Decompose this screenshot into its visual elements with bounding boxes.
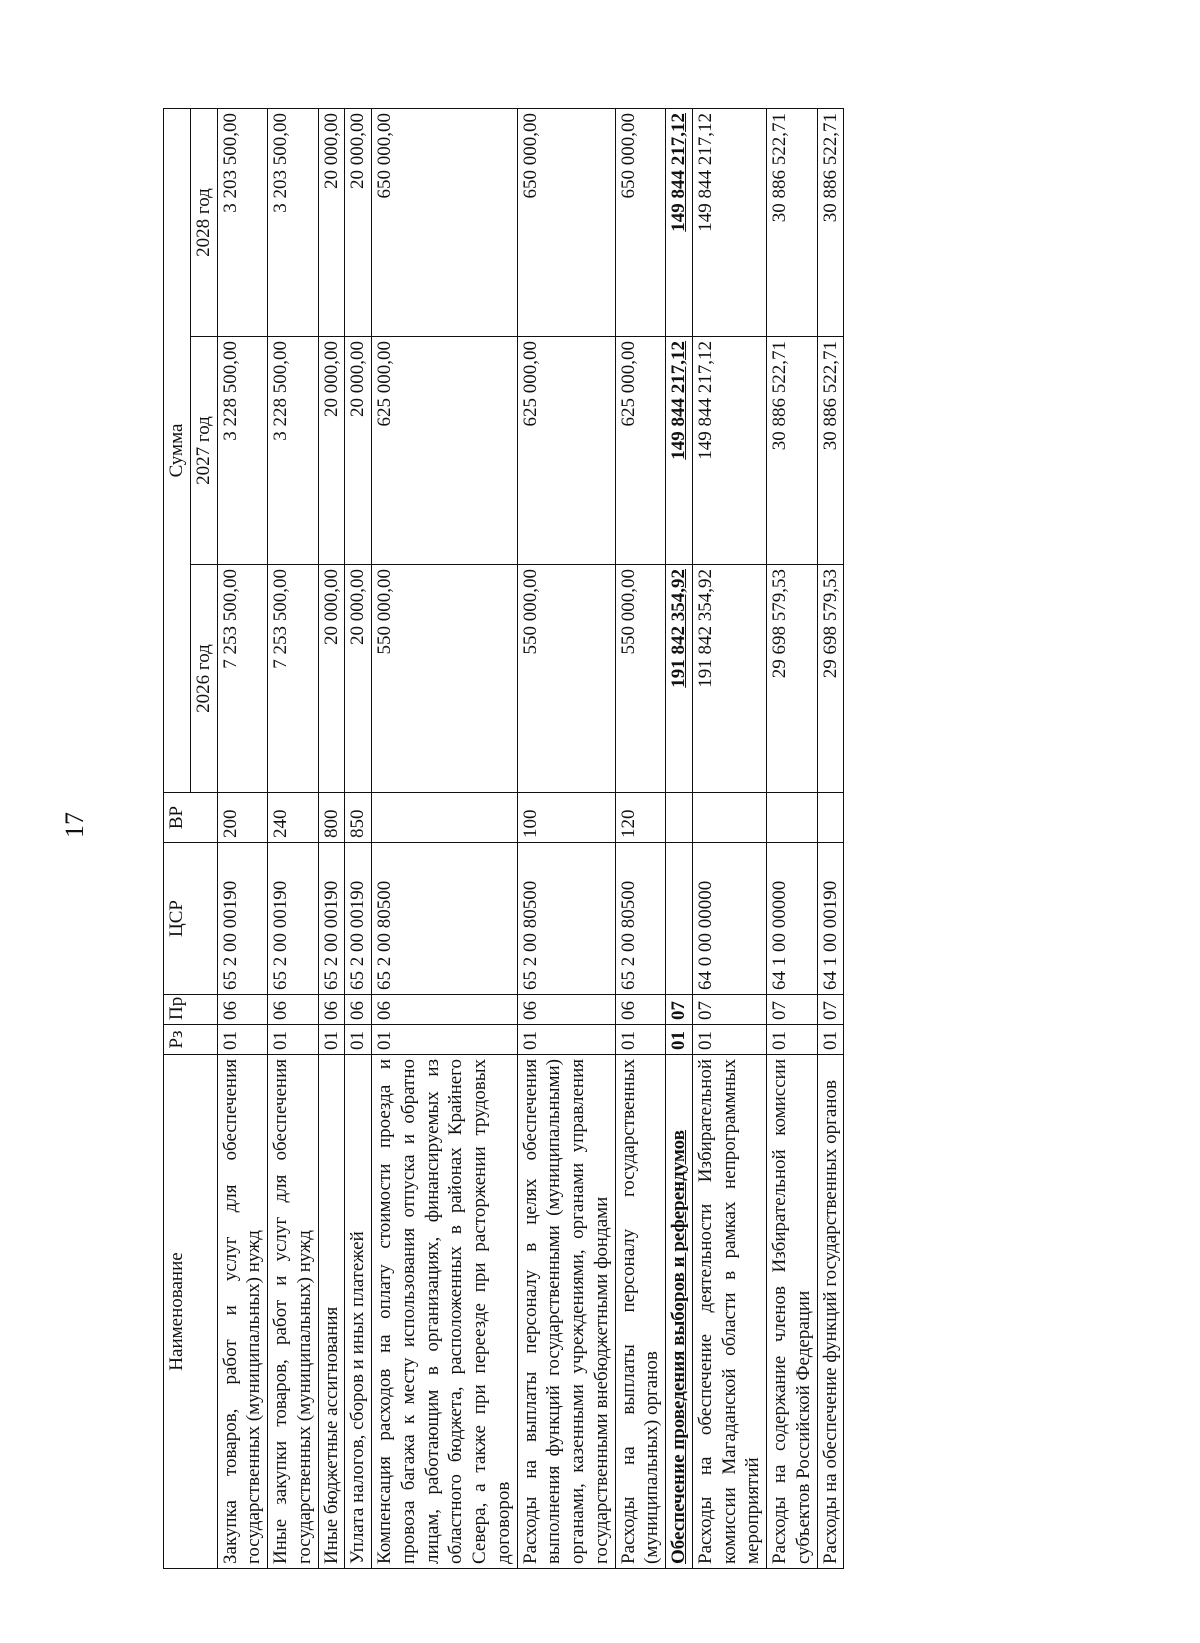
row-vr (372, 793, 518, 843)
row-sum-2026: 29 698 579,53 (817, 565, 844, 793)
row-sum-2027: 149 844 217,12 (692, 337, 766, 565)
row-name: Иные закупки товаров, работ и услуг для обеспечения государственных (муниципальных) нужд (268, 1055, 319, 1569)
table-row (372, 109, 518, 1569)
row-name: Расходы на обеспечение деятельности Избирательной комиссии Магаданской области в рамках непрограммных мероприятий (692, 1055, 766, 1569)
row-name: Компенсация расходов на оплату стоимости проезда и провоза багажа к месту использования отпуска и обратно лицам, работающим в организациях, финансируемых из областного бюджета, расположенных в районах Крайнего Севера, а также при переезде при расторжении трудовых договоров (372, 1055, 518, 1569)
row-sum-2027: 20 000,00 (345, 337, 372, 565)
row-pr: 06 (318, 995, 345, 1025)
row-sum-2026 (666, 565, 693, 793)
header-2028: 2028 год (190, 109, 217, 337)
row-sum-2026: 7 253 500,00 (268, 565, 319, 793)
row-sum-2026: 7 253 500,00 (217, 565, 268, 793)
budget-table (163, 108, 844, 1569)
table-row (817, 109, 844, 1569)
row-pr: 06 (268, 995, 319, 1025)
header-name: Наименование (164, 1055, 218, 1569)
row-sum-2028: 650 000,00 (372, 109, 518, 337)
header-2026: 2026 год (190, 565, 217, 793)
row-rz: 01 (217, 1025, 268, 1055)
row-sum-2027 (666, 337, 693, 565)
row-rz: 01 (615, 1025, 666, 1055)
row-sum-2027: 625 000,00 (615, 337, 666, 565)
row-sum-2028: 650 000,00 (615, 109, 666, 337)
row-vr: 240 (268, 793, 319, 843)
row-pr: 07 (692, 995, 766, 1025)
header-row-1 (164, 109, 191, 1569)
table-row (318, 109, 345, 1569)
header-pr: Пр (164, 995, 218, 1025)
row-sum-2027-text: 149 844 217,12 (668, 341, 689, 460)
row-vr (767, 793, 818, 843)
row-name: Закупка товаров, работ и услуг для обеспечения государственных (муниципальных) нужд (217, 1055, 268, 1569)
row-rz: 01 (318, 1025, 345, 1055)
table-row (268, 109, 319, 1569)
row-csr: 65 2 00 00190 (318, 843, 345, 995)
row-sum-2028: 149 844 217,12 (692, 109, 766, 337)
row-vr (666, 793, 693, 843)
row-name-text: Обеспечение проведения выборов и референдумов (668, 1130, 689, 1564)
row-sum-2027: 20 000,00 (318, 337, 345, 565)
row-pr: 06 (217, 995, 268, 1025)
row-csr: 65 2 00 80500 (372, 843, 518, 995)
rotated-page (163, 109, 963, 1569)
row-vr: 800 (318, 793, 345, 843)
table-row (217, 109, 268, 1569)
row-sum-2028: 30 886 522,71 (817, 109, 844, 337)
row-sum-2026: 20 000,00 (318, 565, 345, 793)
row-csr: 64 1 00 00190 (817, 843, 844, 995)
row-sum-2028 (666, 109, 693, 337)
row-csr (666, 843, 693, 995)
row-sum-2028: 20 000,00 (345, 109, 372, 337)
row-rz: 01 (817, 1025, 844, 1055)
header-sum: Сумма (164, 109, 191, 793)
row-pr: 06 (615, 995, 666, 1025)
row-sum-2027: 3 228 500,00 (217, 337, 268, 565)
page-number: 17 (60, 812, 89, 838)
row-sum-2028-text: 149 844 217,12 (668, 113, 689, 232)
row-sum-2026-text: 191 842 354,92 (668, 569, 689, 688)
row-pr: 06 (345, 995, 372, 1025)
header-vr: ВР (164, 793, 218, 843)
row-pr: 06 (372, 995, 518, 1025)
row-name: Уплата налогов, сборов и иных платежей (345, 1055, 372, 1569)
row-csr: 65 2 00 80500 (517, 843, 615, 995)
row-csr: 65 2 00 00190 (345, 843, 372, 995)
row-csr: 64 1 00 00000 (767, 843, 818, 995)
row-rz: 01 (345, 1025, 372, 1055)
row-sum-2027: 30 886 522,71 (817, 337, 844, 565)
row-sum-2028: 650 000,00 (517, 109, 615, 337)
row-pr: 07 (767, 995, 818, 1025)
row-sum-2027: 3 228 500,00 (268, 337, 319, 565)
row-rz: 01 (372, 1025, 518, 1055)
row-vr: 850 (345, 793, 372, 843)
table-row (767, 109, 818, 1569)
row-vr: 120 (615, 793, 666, 843)
header-rz: Рз (164, 1025, 218, 1055)
row-vr: 200 (217, 793, 268, 843)
row-sum-2026: 20 000,00 (345, 565, 372, 793)
row-rz: 01 (517, 1025, 615, 1055)
table-row (517, 109, 615, 1569)
row-name: Расходы на выплаты персоналу государственных (муниципальных) органов (615, 1055, 666, 1569)
row-csr: 65 2 00 00190 (217, 843, 268, 995)
row-sum-2027: 625 000,00 (517, 337, 615, 565)
row-sum-2026: 550 000,00 (372, 565, 518, 793)
row-name: Расходы на выплаты персоналу в целях обеспечения выполнения функций государственными (муниципальными) органами, казенными учреждениями, органами управления государственными внебюджетными фондами (517, 1055, 615, 1569)
row-csr: 64 0 00 00000 (692, 843, 766, 995)
row-sum-2026: 550 000,00 (615, 565, 666, 793)
row-rz: 01 (767, 1025, 818, 1055)
header-2027: 2027 год (190, 337, 217, 565)
row-sum-2028: 30 886 522,71 (767, 109, 818, 337)
row-sum-2027: 625 000,00 (372, 337, 518, 565)
row-rz: 01 (268, 1025, 319, 1055)
row-vr: 100 (517, 793, 615, 843)
row-vr (817, 793, 844, 843)
row-sum-2026: 191 842 354,92 (692, 565, 766, 793)
row-sum-2026: 550 000,00 (517, 565, 615, 793)
row-rz: 01 (692, 1025, 766, 1055)
row-rz: 01 (666, 1025, 693, 1055)
table-row (692, 109, 766, 1569)
row-csr: 65 2 00 80500 (615, 843, 666, 995)
row-sum-2028: 20 000,00 (318, 109, 345, 337)
header-csr: ЦСР (164, 843, 218, 995)
row-sum-2028: 3 203 500,00 (217, 109, 268, 337)
table-row (345, 109, 372, 1569)
row-sum-2028: 3 203 500,00 (268, 109, 319, 337)
row-pr: 07 (817, 995, 844, 1025)
row-name: Иные бюджетные ассигнования (318, 1055, 345, 1569)
table-row (666, 109, 693, 1569)
row-name: Расходы на содержание членов Избирательной комиссии субъектов Российской Федерации (767, 1055, 818, 1569)
row-sum-2026: 29 698 579,53 (767, 565, 818, 793)
table-row (615, 109, 666, 1569)
row-pr: 06 (517, 995, 615, 1025)
row-pr: 07 (666, 995, 693, 1025)
row-name: Расходы на обеспечение функций государственных органов (817, 1055, 844, 1569)
row-csr: 65 2 00 00190 (268, 843, 319, 995)
row-sum-2027: 30 886 522,71 (767, 337, 818, 565)
row-vr (692, 793, 766, 843)
table-body (217, 109, 844, 1569)
row-name (666, 1055, 693, 1569)
